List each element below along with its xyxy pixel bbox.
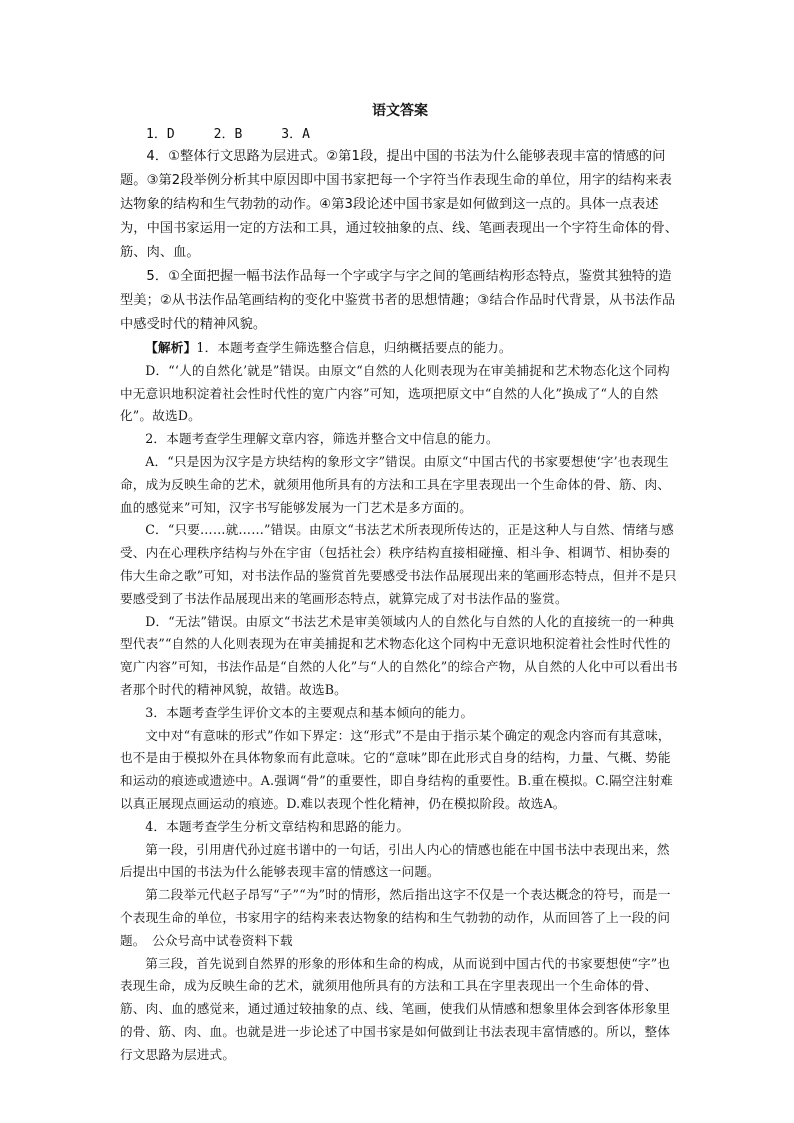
- answer-q4: 4．①整体行文思路为层进式。②第1段，提出中国的书法为什么能够表现丰富的情感的问题。③第2段举例分析其中原因即中国书家把每一个字符当作表现生命的单位，用字的结构来表达物象的结构和生气勃勃的动作。④第3段论述中国书家是如何做到这一点的。具体一点表述为，中国书家运用一定的方法和工具，通过较抽象的点、线、笔画表现出一个字符生命体的骨、筋、肉、血。: [120, 149, 679, 260]
- analysis-q4-section-2: 第二段举元代赵子昂写“子”“为”时的情形，然后指出这字不仅是一个表达概念的符号，而是一个表现生命的单位，书家用字的结构来表达物象的结构和生气勃勃的动作，从而回答了上一段的问题。 公众号高中试卷资料下载: [120, 887, 671, 948]
- answer-sheet: [120, 100, 680, 1067]
- multiple-choice-answers: 1．D 2．B 3．A: [146, 127, 310, 142]
- analysis-q2-option-a: A．“只是因为汉字是方块结构的象形文字”错误。由原文“中国古代的书家要想使‘字’也表现生命，成为反映生命的艺术，就须用他所具有的方法和工具在字里表现出一个生命体的骨、筋、肉、血的感觉来”可知，汉字书写能够发展为一门艺术是多方面的。: [120, 453, 671, 515]
- analysis-q3-body: 文中对“有意味的形式”作如下界定：这“形式”不是由于指示某个确定的观念内容而有其意味，也不是由于模拟外在具体物象而有此意味。它的“意味”即在此形式自身的结构，力量、气概、势能和运动的痕迹或遗迹中。A.强调“骨”的重要性，即自身结构的重要性。B.重在模拟。C.隔空注射难以真正展现点画运动的痕迹。D.难以表现个性化精神，仍在模拟阶段。故选A。: [120, 727, 673, 811]
- analysis-intro-paragraph: [120, 337, 680, 360]
- analysis-q4-section-1: 第一段，引用唐代孙过庭书谱中的一句话，引出人内心的情感也能在中国书法中表现出来，然后提出中国的书法为什么能够表现丰富的情感这一问题。: [120, 841, 670, 880]
- analysis-q3-intro: 3．本题考查学生评价文本的主要观点和基本倾向的能力。: [145, 704, 474, 720]
- analysis-intro: 1．本题考查学生筛选整合信息，归纳概括要点的能力。: [196, 340, 512, 355]
- analysis-q2-option-d: D．“无法”错误。由原文“书法艺术是审美领域内人的自然化与自然的人化的直接统一的一种典型代表”“自然的人化则表现为在审美捕捉和艺术物态化这个同构中无意识地积淀着社会性时代性的宽广内容”可知，书法作品是“自然的人化”与“人的自然化”的综合产物，从自然的人化中可以看出书者那个时代的精神风貌，故错。故选B。: [120, 613, 678, 697]
- analysis-q4-section-3: 第三段，首先说到自然界的形象的形体和生命的构成，从而说到中国古代的书家要想使“字”也表现生命，成为反映生命的艺术，就须用他所具有的方法和工具在字里表现出一个生命体的骨、筋、肉、血的感觉来，通过通过较抽象的点、线、笔画，使我们从情感和想象里体会到客体形象里的骨、筋、肉、血。也就是进一步论述了中国书家是如何做到让书法表现丰富情感的。所以，整体行文思路为层进式。: [120, 955, 671, 1062]
- analysis-tag: 【解析】: [145, 340, 197, 355]
- analysis-q2-intro: 2．本题考查学生理解文章内容，筛选并整合文中信息的能力。: [145, 431, 499, 447]
- analysis-q4-intro: 4．本题考查学生分析文章结构和思路的能力。: [145, 818, 410, 834]
- analysis-q1-option-d: D．“‘人的自然化’就是”错误。由原文“自然的人化则表现为在审美捕捉和艺术物态化这个同构中无意识地积淀着社会性时代性的宽广内容”可知，选项把原文中“自然的人化”换成了“人的自然化”。故选D。: [120, 362, 670, 424]
- page-title: 语文答案: [372, 103, 428, 119]
- analysis-q2-option-c: C．“只要……就……”错误。由原文“书法艺术所表现所传达的，正是这种人与自然、情绪与感受、内在心理秩序结构与外在宇宙（包括社会）秩序结构直接相碰撞、相斗争、相调节、相协奏的伟大生命之歌”可知，对书法作品的鉴赏首先要感受书法作品展现出来的笔画形态特点，但并不是只要感受到了书法作品展现出来的笔画形态特点，就算完成了对书法作品的鉴赏。: [120, 522, 677, 606]
- answer-q5: 5．①全面把握一幅书法作品每一个字或字与字之间的笔画结构形态特点，鉴赏其独特的造型美；②从书法作品笔画结构的变化中鉴赏书者的思想情趣；③结合作品时代背景，从书法作品中感受时代的精神风貌。: [120, 269, 676, 332]
